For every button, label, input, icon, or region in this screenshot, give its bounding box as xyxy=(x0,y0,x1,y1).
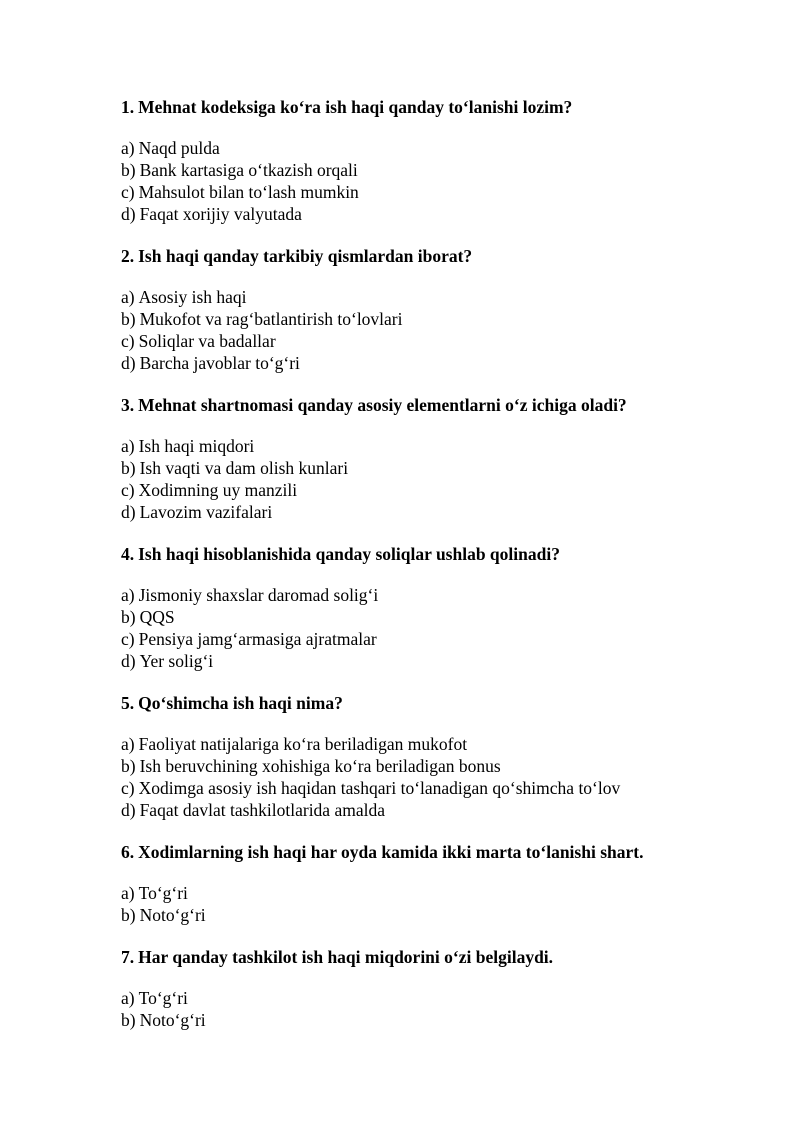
option-letter: c) xyxy=(121,480,135,500)
question-title xyxy=(121,96,681,118)
question-text: Mehnat shartnomasi qanday asosiy elementlarni o‘z ichiga oladi? xyxy=(138,395,627,415)
option-letter: b) xyxy=(121,607,136,627)
question-number: 3. xyxy=(121,395,135,415)
question-number: 1. xyxy=(121,97,135,117)
option-letter: d) xyxy=(121,502,136,522)
option-text: Jismoniy shaxslar daromad solig‘i xyxy=(138,585,379,605)
option-text: QQS xyxy=(139,607,175,627)
question-title xyxy=(121,543,681,565)
answer-option-b xyxy=(121,904,681,926)
option-letter: a) xyxy=(121,988,135,1008)
answer-options xyxy=(121,987,681,1031)
option-text: Mahsulot bilan to‘lash mumkin xyxy=(138,182,359,202)
option-text: Barcha javoblar to‘g‘ri xyxy=(139,353,300,373)
option-letter: c) xyxy=(121,182,135,202)
option-text: Noto‘g‘ri xyxy=(139,905,206,925)
option-text: To‘g‘ri xyxy=(138,988,188,1008)
question-4 xyxy=(121,543,681,672)
option-text: Asosiy ish haqi xyxy=(138,287,247,307)
quiz-document xyxy=(121,96,681,1051)
question-1 xyxy=(121,96,681,225)
question-number: 7. xyxy=(121,947,135,967)
option-letter: b) xyxy=(121,1010,136,1030)
option-letter: b) xyxy=(121,756,136,776)
question-number: 2. xyxy=(121,246,135,266)
question-number: 5. xyxy=(121,693,135,713)
answer-option-a xyxy=(121,733,681,755)
option-letter: c) xyxy=(121,778,135,798)
answer-option-c xyxy=(121,181,681,203)
question-title xyxy=(121,245,681,267)
question-text: Qo‘shimcha ish haqi nima? xyxy=(138,693,343,713)
question-title xyxy=(121,692,681,714)
option-text: Faqat xorijiy valyutada xyxy=(139,204,302,224)
question-text: Ish haqi qanday tarkibiy qismlardan iborat? xyxy=(138,246,473,266)
answer-options xyxy=(121,435,681,523)
question-5 xyxy=(121,692,681,821)
answer-option-c xyxy=(121,330,681,352)
question-text: Mehnat kodeksiga ko‘ra ish haqi qanday to‘lanishi lozim? xyxy=(138,97,573,117)
answer-option-a xyxy=(121,435,681,457)
question-number: 4. xyxy=(121,544,135,564)
option-text: Ish haqi miqdori xyxy=(138,436,255,456)
option-letter: a) xyxy=(121,585,135,605)
option-letter: d) xyxy=(121,800,136,820)
answer-option-b xyxy=(121,457,681,479)
option-text: Mukofot va rag‘batlantirish to‘lovlari xyxy=(139,309,403,329)
answer-option-c xyxy=(121,628,681,650)
question-6 xyxy=(121,841,681,926)
option-text: Faqat davlat tashkilotlarida amalda xyxy=(139,800,385,820)
question-title xyxy=(121,841,681,863)
answer-option-d xyxy=(121,799,681,821)
answer-option-d xyxy=(121,203,681,225)
option-letter: b) xyxy=(121,458,136,478)
option-letter: b) xyxy=(121,905,136,925)
question-3 xyxy=(121,394,681,523)
answer-option-a xyxy=(121,987,681,1009)
option-text: Ish vaqti va dam olish kunlari xyxy=(139,458,349,478)
answer-option-d xyxy=(121,650,681,672)
option-text: Pensiya jamg‘armasiga ajratmalar xyxy=(138,629,377,649)
answer-options xyxy=(121,286,681,374)
option-letter: a) xyxy=(121,436,135,456)
option-text: Bank kartasiga o‘tkazish orqali xyxy=(139,160,358,180)
question-text: Xodimlarning ish haqi har oyda kamida ikki marta to‘lanishi shart. xyxy=(138,842,644,862)
answer-options xyxy=(121,584,681,672)
question-title xyxy=(121,946,681,968)
option-letter: a) xyxy=(121,138,135,158)
option-text: Yer solig‘i xyxy=(139,651,214,671)
option-text: Naqd pulda xyxy=(138,138,220,158)
option-letter: b) xyxy=(121,309,136,329)
answer-option-b xyxy=(121,159,681,181)
option-letter: a) xyxy=(121,883,135,903)
answer-option-a xyxy=(121,137,681,159)
option-letter: d) xyxy=(121,204,136,224)
option-text: Ish beruvchining xohishiga ko‘ra beriladigan bonus xyxy=(139,756,501,776)
answer-options xyxy=(121,733,681,821)
option-text: Faoliyat natijalariga ko‘ra beriladigan mukofot xyxy=(138,734,468,754)
option-letter: d) xyxy=(121,651,136,671)
question-text: Har qanday tashkilot ish haqi miqdorini o‘zi belgilaydi. xyxy=(138,947,554,967)
option-letter: d) xyxy=(121,353,136,373)
option-letter: a) xyxy=(121,734,135,754)
answer-option-b xyxy=(121,606,681,628)
answer-option-c xyxy=(121,777,681,799)
option-letter: b) xyxy=(121,160,136,180)
answer-option-c xyxy=(121,479,681,501)
answer-options xyxy=(121,137,681,225)
answer-option-b xyxy=(121,1009,681,1031)
answer-option-d xyxy=(121,501,681,523)
question-7 xyxy=(121,946,681,1031)
option-text: Soliqlar va badallar xyxy=(138,331,276,351)
answer-option-a xyxy=(121,882,681,904)
option-text: Lavozim vazifalari xyxy=(139,502,273,522)
question-text: Ish haqi hisoblanishida qanday soliqlar ushlab qolinadi? xyxy=(138,544,560,564)
question-number: 6. xyxy=(121,842,135,862)
option-text: Noto‘g‘ri xyxy=(139,1010,206,1030)
answer-option-d xyxy=(121,352,681,374)
question-2 xyxy=(121,245,681,374)
answer-option-a xyxy=(121,286,681,308)
option-letter: c) xyxy=(121,331,135,351)
answer-options xyxy=(121,882,681,926)
question-title xyxy=(121,394,681,416)
option-letter: a) xyxy=(121,287,135,307)
answer-option-a xyxy=(121,584,681,606)
answer-option-b xyxy=(121,755,681,777)
option-text: Xodimga asosiy ish haqidan tashqari to‘lanadigan qo‘shimcha to‘lov xyxy=(138,778,621,798)
option-text: To‘g‘ri xyxy=(138,883,188,903)
option-letter: c) xyxy=(121,629,135,649)
answer-option-b xyxy=(121,308,681,330)
option-text: Xodimning uy manzili xyxy=(138,480,298,500)
